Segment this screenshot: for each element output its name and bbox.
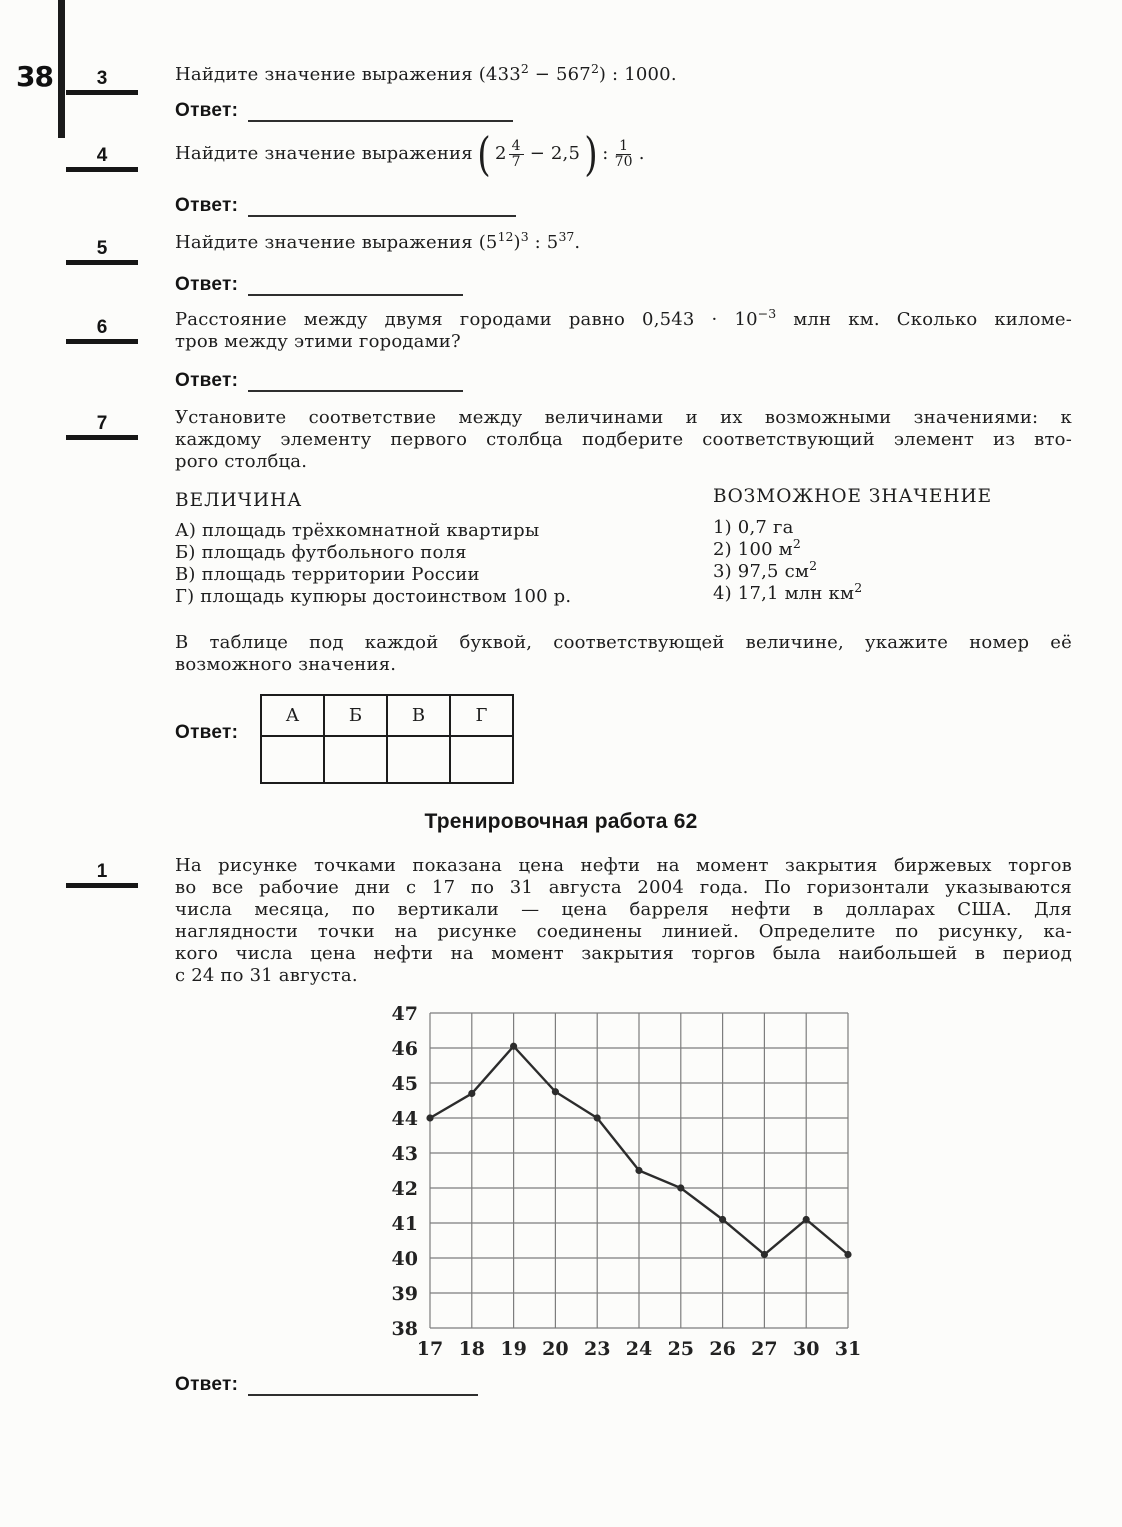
table-header-cell: Б [324, 695, 387, 736]
svg-text:31: 31 [834, 1338, 862, 1360]
right-column-header: ВОЗМОЖНОЕ ЗНАЧЕНИЕ [713, 486, 993, 507]
whole-part: 2 [494, 143, 507, 165]
problem-4-marker [66, 146, 138, 172]
answer-label: Ответ: [175, 722, 239, 743]
problem-6-number: 6 [96, 317, 108, 338]
svg-text:27: 27 [751, 1338, 778, 1360]
problem-4-text [175, 128, 1072, 180]
svg-text:45: 45 [391, 1073, 418, 1095]
problem-5-number: 5 [96, 238, 108, 259]
matching-answer-table [260, 694, 514, 784]
section-heading: Тренировочная работа 62 [424, 810, 698, 833]
denominator: 70 [614, 153, 633, 170]
value-item: 4) 17,1 млн $км^2$ [713, 580, 863, 604]
problem-7-text-line: рого столбца. [175, 451, 308, 472]
chart-canvas [385, 1000, 870, 1365]
problem-7-underline [66, 435, 138, 440]
problem-3-text: Найдите значение выражения $(433^2 - 567^2)$ : 1000. [175, 61, 677, 85]
problem-1-underline [66, 883, 138, 888]
quantity-item: Г) площадь купюры достоинством 100 р. [175, 586, 572, 607]
svg-text:41: 41 [391, 1213, 418, 1235]
problem-3-answer-row [175, 100, 513, 122]
table-header-cell: Г [450, 695, 513, 736]
value-item: 1) 0,7 га [713, 517, 794, 538]
svg-text:46: 46 [391, 1038, 418, 1060]
problem-7-answer-label [175, 722, 238, 744]
problem-3-marker [66, 69, 138, 95]
right-paren: ) [584, 127, 599, 181]
numerator: 4 [509, 139, 524, 155]
problem-5-answer-row [175, 274, 463, 296]
problem-4-answer-row [175, 195, 516, 217]
problem-6-underline [66, 339, 138, 344]
svg-text:43: 43 [391, 1143, 418, 1165]
quantity-item: В) площадь территории России [175, 564, 480, 585]
answer-blank[interactable] [248, 199, 516, 217]
fraction-1-70 [615, 139, 633, 170]
table-answer-cell[interactable] [261, 736, 324, 783]
value-item: 2) 100 $м^2$ [713, 536, 801, 560]
problem-1-text-line: с 24 по 31 августа. [175, 965, 358, 986]
denominator: 7 [511, 153, 521, 170]
fraction-4-7 [509, 139, 524, 170]
problem-4-underline [66, 167, 138, 172]
problem-3-number: 3 [96, 68, 108, 89]
problem-5-marker [66, 239, 138, 265]
svg-text:44: 44 [391, 1108, 418, 1130]
problem-4-intro: Найдите значение выражения [175, 143, 473, 165]
svg-text:25: 25 [667, 1338, 695, 1360]
answer-label: Ответ: [175, 195, 239, 216]
problem-5-underline [66, 260, 138, 265]
svg-text:30: 30 [792, 1338, 820, 1360]
problem-6-text-line: Расстояние между двумя городами равно $0,543 \cdot 10^{-3}$ млн км. Сколько киломе- [175, 306, 1073, 330]
problem-7-marker [66, 414, 138, 440]
table-header-cell: А [261, 695, 324, 736]
problem-1-number: 1 [96, 861, 108, 882]
problem-1-text-line: кого числа цена нефти на момент закрытия торгов была наибольшей в период [175, 943, 1072, 964]
problem-3-underline [66, 90, 138, 95]
answer-label: Ответ: [175, 274, 239, 295]
quantity-item: А) площадь трёхкомнатной квартиры [175, 520, 540, 541]
problem-6-answer-row [175, 370, 463, 392]
answer-blank[interactable] [248, 374, 463, 392]
problem-1-text-line: числа месяца, по вертикали — цена барреля нефти в долларах США. Для [175, 899, 1072, 920]
problem-7-note-line: В таблице под каждой буквой, соответствующей величине, укажите номер её [175, 632, 1072, 653]
svg-text:42: 42 [391, 1178, 418, 1200]
svg-text:38: 38 [391, 1318, 418, 1340]
problem-1-text-line: На рисунке точками показана цена нефти на момент закрытия биржевых торгов [175, 855, 1072, 876]
problem-7-number: 7 [96, 413, 108, 434]
value-item: 3) 97,5 $см^2$ [713, 558, 818, 582]
division-sign: : [602, 143, 609, 165]
table-header-cell: В [387, 695, 450, 736]
margin-rule [58, 0, 65, 138]
problem-6-marker [66, 318, 138, 344]
svg-text:23: 23 [583, 1338, 611, 1360]
answer-blank[interactable] [248, 104, 513, 122]
numerator: 1 [616, 139, 631, 155]
problem-7-note-line: возможного значения. [175, 654, 397, 675]
svg-text:47: 47 [391, 1003, 418, 1025]
table-answer-cell[interactable] [387, 736, 450, 783]
svg-text:18: 18 [458, 1338, 486, 1360]
svg-text:26: 26 [709, 1338, 736, 1360]
answer-blank[interactable] [248, 1378, 478, 1396]
answer-label: Ответ: [175, 370, 239, 391]
svg-text:20: 20 [542, 1338, 569, 1360]
quantity-item: Б) площадь футбольного поля [175, 542, 467, 563]
svg-text:17: 17 [416, 1338, 444, 1360]
svg-text:40: 40 [391, 1248, 418, 1270]
problem-1-text-line: наглядности точки на рисунке соединены линией. Определите по рисунку, ка- [175, 921, 1072, 942]
table-answer-cell[interactable] [324, 736, 387, 783]
problem-4-number: 4 [96, 145, 108, 166]
svg-text:24: 24 [625, 1338, 653, 1360]
answer-blank[interactable] [248, 278, 463, 296]
problem-6-text-line: тров между этими городами? [175, 331, 461, 352]
period: . [638, 143, 645, 165]
problem-1-text-line: во все рабочие дни с 17 по 31 августа 2004 года. По горизонтали указываются [175, 877, 1072, 898]
left-column-header: ВЕЛИЧИНА [175, 490, 303, 511]
oil-price-line-chart [385, 1000, 870, 1365]
minus-term: − 2,5 [529, 143, 581, 165]
problem-5-text: Найдите значение выражения $(5^{12})^3$ : $5^{37}$. [175, 229, 581, 253]
problem-1-marker [66, 862, 138, 888]
left-paren: ( [477, 127, 491, 181]
svg-text:39: 39 [391, 1283, 418, 1305]
svg-text:19: 19 [500, 1338, 527, 1360]
mixed-number [495, 139, 524, 170]
answer-label: Ответ: [175, 1374, 239, 1395]
problem-1-answer-row [175, 1374, 478, 1396]
page-number: 38 [16, 60, 53, 93]
answer-label: Ответ: [175, 100, 239, 121]
problem-7-text-line: Установите соответствие между величинами и их возможными значениями: к [175, 407, 1072, 428]
table-answer-cell[interactable] [450, 736, 513, 783]
problem-7-text-line: каждому элементу первого столбца подберите соответствующий элемент из вто- [175, 429, 1072, 450]
